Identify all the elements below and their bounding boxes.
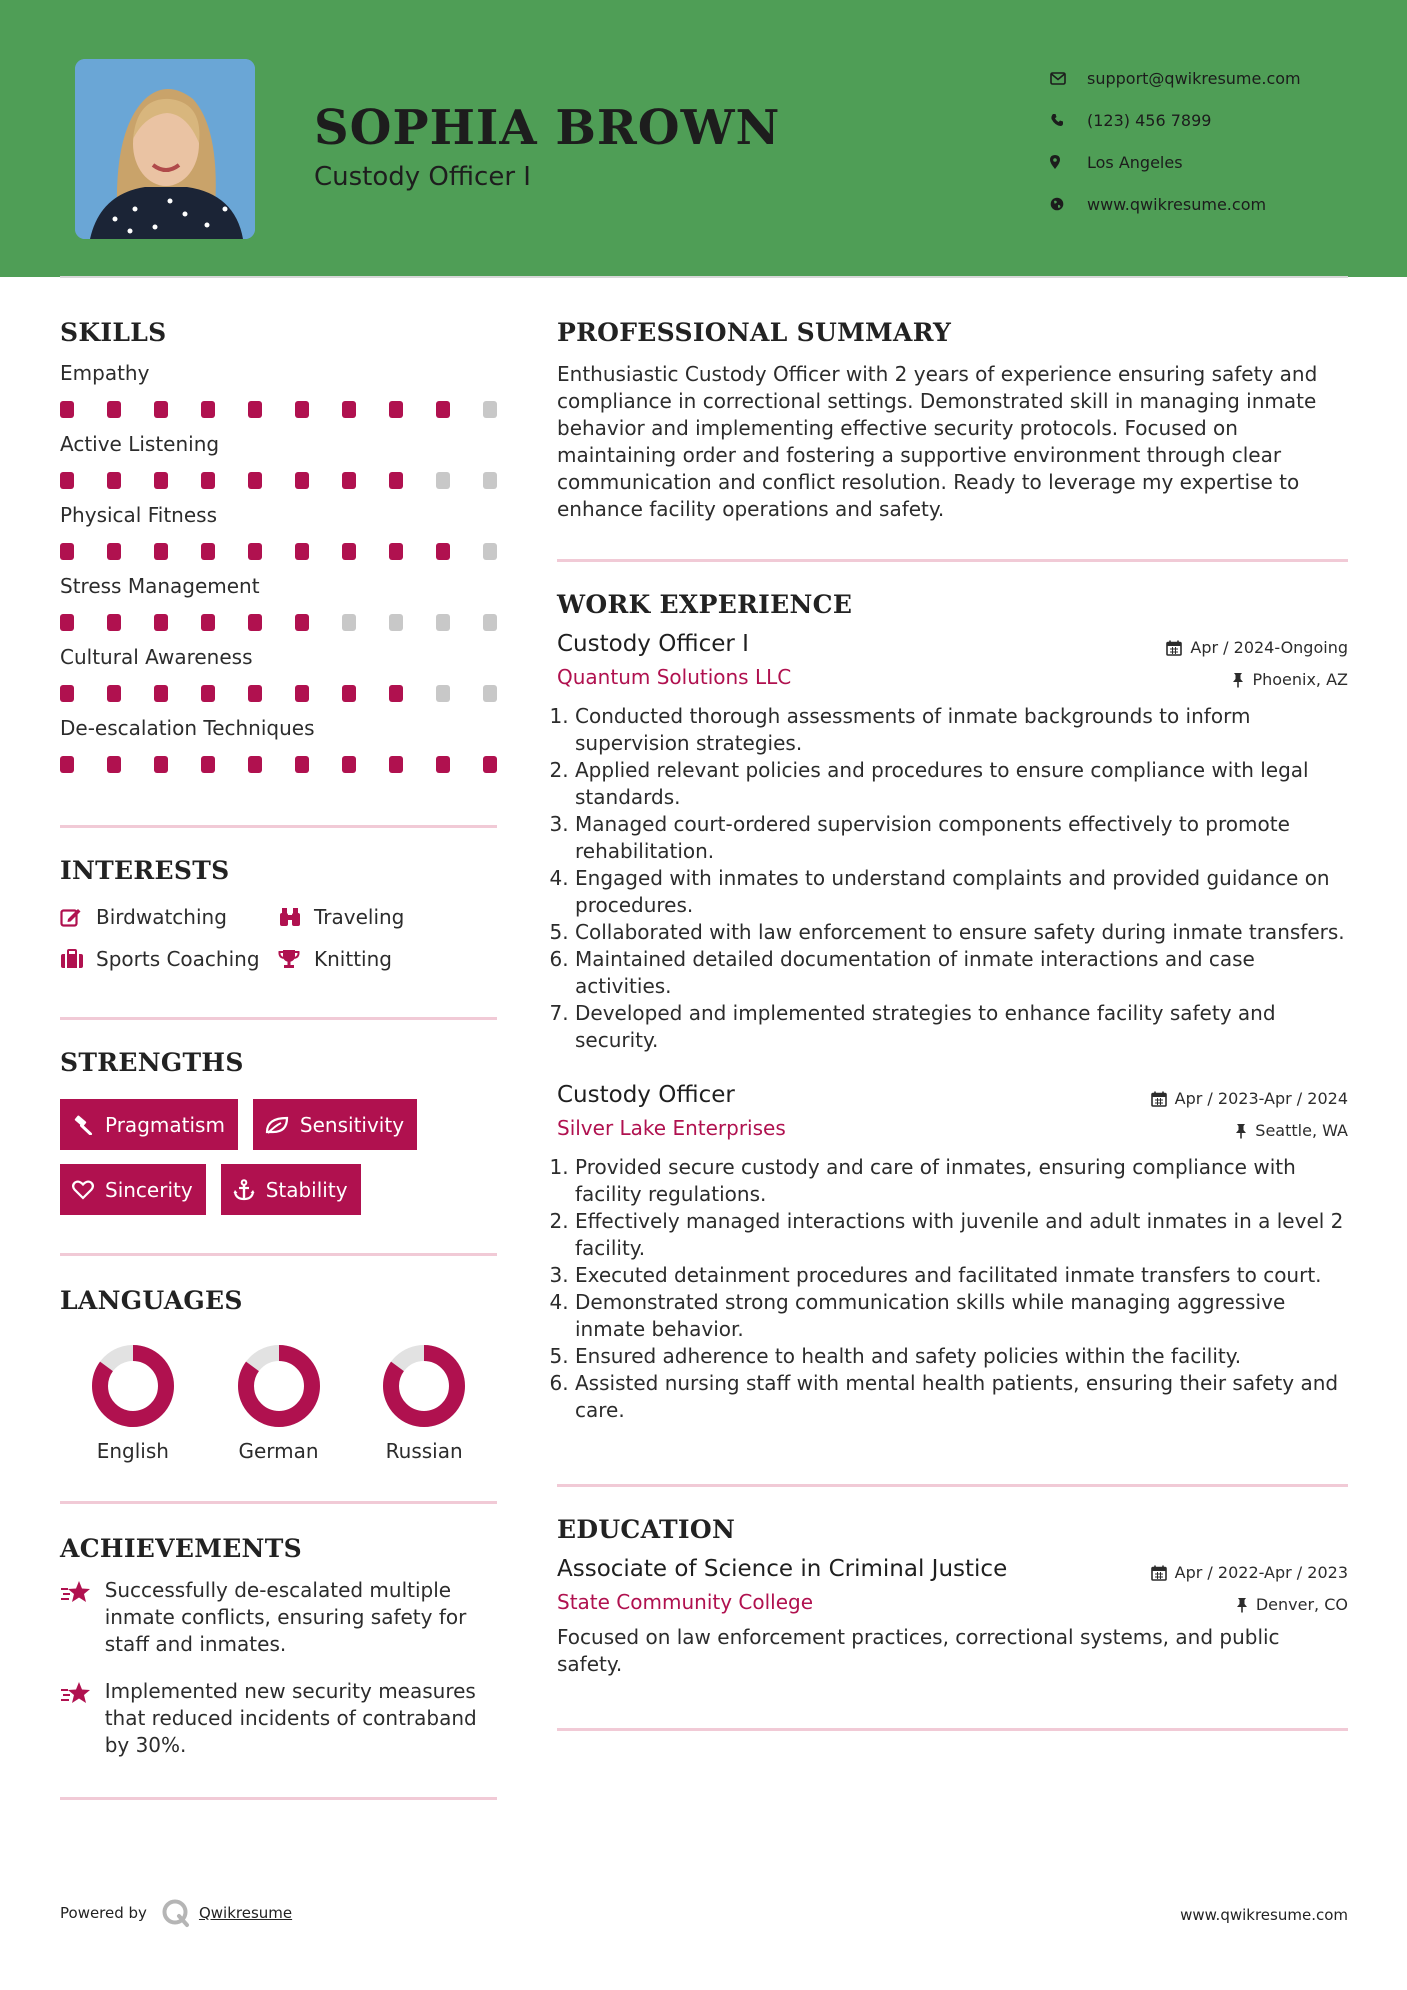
job-header <box>557 1082 1348 1108</box>
skill-rating <box>60 614 497 631</box>
interest-label: Sports Coaching <box>96 947 260 971</box>
skill-dot <box>342 401 356 418</box>
job-bullet: 2. Applied relevant policies and procedures to ensure compliance with legal standards. <box>575 757 1348 811</box>
skill-dot <box>107 401 121 418</box>
leaf-icon <box>265 1116 289 1134</box>
interest-item <box>278 947 478 971</box>
section-divider <box>557 1728 1348 1731</box>
job-location <box>1235 1121 1348 1140</box>
skill-dot <box>60 756 74 773</box>
education-location <box>1236 1595 1348 1614</box>
skill-dot <box>295 401 309 418</box>
job-title: Custody Officer I <box>557 631 749 657</box>
skills-heading: SKILLS <box>60 318 167 347</box>
skill-dot <box>389 756 403 773</box>
contact-phone-text: (123) 456 7899 <box>1087 110 1212 130</box>
contact-website-text: www.qwikresume.com <box>1087 194 1267 214</box>
star-icon <box>60 1678 105 1759</box>
language-label: German <box>238 1439 319 1463</box>
skill-name: Cultural Awareness <box>60 645 253 669</box>
language-item <box>60 1343 206 1463</box>
job-bullet: 5. Ensured adherence to health and safety policies within the facility. <box>575 1343 1348 1370</box>
education-dates <box>1151 1563 1348 1582</box>
job-entry <box>557 631 1348 1054</box>
skill-dot <box>436 756 450 773</box>
language-item <box>206 1343 352 1463</box>
skill-dot <box>201 472 215 489</box>
skill-dot <box>389 543 403 560</box>
skills-list <box>60 361 497 773</box>
powered-by-text: Powered by <box>60 1904 147 1922</box>
skill-dot <box>107 756 121 773</box>
skills-section <box>60 318 497 773</box>
skill-dot <box>483 543 497 560</box>
skill-dot <box>436 543 450 560</box>
globe-icon <box>1050 197 1087 211</box>
section-divider <box>60 1797 497 1800</box>
skill-name: Empathy <box>60 361 150 385</box>
skill-dot <box>60 401 74 418</box>
skill-dot <box>342 685 356 702</box>
skill-dot <box>436 401 450 418</box>
education-location-text: Denver, CO <box>1255 1595 1348 1614</box>
left-column <box>60 318 497 1800</box>
education-section <box>557 1515 1348 1678</box>
job-bullets <box>557 703 1348 1054</box>
skill-dot <box>60 685 74 702</box>
achievement-text: Successfully de-escalated multiple inmate conflicts, ensuring safety for staff and inmates. <box>104 1578 467 1656</box>
summary-heading: PROFESSIONAL SUMMARY <box>557 318 952 347</box>
skill-dot <box>154 543 168 560</box>
star-icon <box>60 1577 105 1658</box>
skill-rating <box>60 543 497 560</box>
edit-icon <box>60 907 96 927</box>
job-bullet: 4. Engaged with inmates to understand complaints and provided guidance on procedures. <box>575 865 1348 919</box>
skill-dot <box>295 685 309 702</box>
contact-website[interactable] <box>1050 183 1301 225</box>
skill-dot <box>154 685 168 702</box>
interest-item <box>278 905 478 929</box>
section-divider <box>557 1484 1348 1487</box>
skill-name: Active Listening <box>60 432 220 456</box>
company-name: Silver Lake Enterprises <box>557 1116 786 1140</box>
strength-tag <box>60 1099 238 1150</box>
skill-dot <box>342 543 356 560</box>
skill-rating <box>60 401 497 418</box>
skill-dot <box>154 401 168 418</box>
resume-header <box>0 0 1407 277</box>
skill-dot <box>483 756 497 773</box>
skill-dot <box>342 614 356 631</box>
interests-heading: INTERESTS <box>60 856 230 885</box>
job-bullet: 1. Provided secure custody and care of inmates, ensuring compliance with facility regulations. <box>575 1154 1348 1208</box>
profile-photo <box>75 59 255 239</box>
interest-label: Birdwatching <box>96 905 227 929</box>
section-divider <box>60 1017 497 1020</box>
strength-label: Sincerity <box>105 1177 193 1202</box>
languages-section <box>60 1286 497 1463</box>
languages-list <box>60 1343 497 1463</box>
job-dates <box>1166 638 1348 657</box>
skill-dot <box>248 756 262 773</box>
skill-dot <box>295 543 309 560</box>
strength-label: Sensitivity <box>299 1112 405 1137</box>
job-bullet: 2. Effectively managed interactions with juvenile and adult inmates in a level 2 facility. <box>575 1208 1348 1262</box>
company-name: Quantum Solutions LLC <box>557 665 792 689</box>
languages-heading: LANGUAGES <box>60 1286 243 1315</box>
skill-dot <box>342 472 356 489</box>
map-marker-icon <box>1050 155 1087 169</box>
job-header <box>557 631 1348 657</box>
contact-phone[interactable] <box>1050 99 1301 141</box>
interest-label: Traveling <box>314 905 405 929</box>
skill-dot <box>389 401 403 418</box>
skill-dot <box>60 614 74 631</box>
contact-location-text: Los Angeles <box>1087 152 1183 172</box>
calendar-icon <box>1151 1091 1167 1107</box>
summary-text: Enthusiastic Custody Officer with 2 years of experience ensuring safety and compliance in correctional settings. Demonstrated skill in managing inmate behavior and implementing effective security protocols. Focused on maintaining order and fostering a supportive environment through clear communication and conflict resolution. Ready to leverage my expertise to enhance facility operations and safety. <box>557 362 1318 521</box>
job-title: Custody Officer <box>557 1082 735 1108</box>
strengths-section <box>60 1048 497 1215</box>
skill-dot <box>483 401 497 418</box>
skill-dot <box>107 685 121 702</box>
strength-label: Pragmatism <box>105 1112 225 1137</box>
job-bullet: 1. Conducted thorough assessments of inmate backgrounds to inform supervision strategies. <box>575 703 1348 757</box>
job-bullet: 3. Executed detainment procedures and facilitated inmate transfers to court. <box>575 1262 1348 1289</box>
achievements-heading: ACHIEVEMENTS <box>60 1534 302 1563</box>
qwikresume-link[interactable]: Qwikresume <box>198 1904 293 1922</box>
skill-dot <box>201 756 215 773</box>
skill-rating <box>60 756 497 773</box>
heart-icon <box>72 1180 94 1200</box>
language-label: English <box>96 1439 169 1463</box>
language-ring <box>236 1343 322 1429</box>
skill-dot <box>483 472 497 489</box>
envelope-icon <box>1050 72 1087 85</box>
skill-dot <box>154 472 168 489</box>
skill-dot <box>248 401 262 418</box>
anchor-icon <box>233 1179 255 1201</box>
education-heading: EDUCATION <box>557 1515 736 1544</box>
trophy-icon <box>278 949 314 969</box>
skill-dot <box>436 614 450 631</box>
skill-dot <box>248 614 262 631</box>
skill-dot <box>436 685 450 702</box>
phone-icon <box>1050 113 1087 127</box>
interests-section <box>60 856 497 971</box>
section-divider <box>60 825 497 828</box>
strength-tag <box>221 1164 361 1215</box>
school-name: State Community College <box>557 1590 814 1614</box>
skill-dot <box>248 543 262 560</box>
language-ring <box>381 1343 467 1429</box>
skill-dot <box>342 756 356 773</box>
job-dates-text: Apr / 2023-Apr / 2024 <box>1174 1089 1348 1108</box>
job-bullet: 6. Assisted nursing staff with mental health patients, ensuring their safety and care. <box>575 1370 1348 1424</box>
skill-dot <box>107 472 121 489</box>
skill-dot <box>483 614 497 631</box>
strength-tag <box>60 1164 206 1215</box>
education-text: Focused on law enforcement practices, correctional systems, and public safety. <box>557 1625 1280 1676</box>
section-divider <box>60 1253 497 1256</box>
achievement-item <box>60 1577 497 1658</box>
degree-title: Associate of Science in Criminal Justice <box>557 1556 1008 1582</box>
skill-dot <box>248 472 262 489</box>
suitcase-icon <box>60 949 96 969</box>
skill-dot <box>483 685 497 702</box>
candidate-name: SOPHIA BROWN <box>314 100 781 156</box>
calendar-icon <box>1166 640 1182 656</box>
job-dates <box>1151 1089 1348 1108</box>
skill-rating <box>60 685 497 702</box>
language-label: Russian <box>385 1439 463 1463</box>
job-bullet: 6. Maintained detailed documentation of inmate interactions and case activities. <box>575 946 1348 1000</box>
skill-dot <box>389 614 403 631</box>
skill-name: Stress Management <box>60 574 260 598</box>
header-divider <box>60 276 1348 278</box>
skill-dot <box>201 685 215 702</box>
summary-section <box>557 318 1348 523</box>
skill-dot <box>107 543 121 560</box>
skill-dot <box>295 614 309 631</box>
interest-item <box>60 947 278 971</box>
skill-name: Physical Fitness <box>60 503 217 527</box>
job-location-text: Seattle, WA <box>1255 1121 1348 1140</box>
job-bullet: 5. Collaborated with law enforcement to ensure safety during inmate transfers. <box>575 919 1348 946</box>
gavel-icon <box>72 1115 94 1135</box>
education-dates-text: Apr / 2022-Apr / 2023 <box>1174 1563 1348 1582</box>
skill-dot <box>107 614 121 631</box>
job-bullet: 4. Demonstrated strong communication skills while managing aggressive inmate behavior. <box>575 1289 1348 1343</box>
education-subheader <box>557 1590 1348 1614</box>
interest-label: Knitting <box>314 947 392 971</box>
right-column <box>557 318 1348 1731</box>
job-bullets <box>557 1154 1348 1424</box>
job-subheader <box>557 665 1348 689</box>
pushpin-icon <box>1232 672 1244 688</box>
skill-dot <box>154 756 168 773</box>
contact-email-text: support@qwikresume.com <box>1087 68 1301 88</box>
interests-list <box>60 905 497 971</box>
binoculars-icon <box>278 907 314 927</box>
language-ring <box>90 1343 176 1429</box>
language-item <box>351 1343 497 1463</box>
contact-location <box>1050 141 1301 183</box>
footer-website[interactable]: www.qwikresume.com <box>1180 1906 1348 1924</box>
strengths-list <box>60 1099 460 1215</box>
footer-powered-by <box>60 1898 292 1928</box>
skill-dot <box>389 685 403 702</box>
skill-dot <box>248 685 262 702</box>
achievements-section <box>60 1534 497 1759</box>
experience-heading: WORK EXPERIENCE <box>557 590 853 619</box>
calendar-icon <box>1151 1565 1167 1581</box>
section-divider <box>60 1501 497 1504</box>
job-location-text: Phoenix, AZ <box>1252 670 1348 689</box>
achievement-text: Implemented new security measures that reduced incidents of contraband by 30%. <box>104 1679 477 1757</box>
skill-dot <box>295 756 309 773</box>
skill-dot <box>60 543 74 560</box>
skill-dot <box>201 401 215 418</box>
skill-dot <box>154 614 168 631</box>
skill-dot <box>201 614 215 631</box>
skill-dot <box>389 472 403 489</box>
skill-name: De-escalation Techniques <box>60 716 315 740</box>
skill-dot <box>295 472 309 489</box>
skill-rating <box>60 472 497 489</box>
pushpin-icon <box>1236 1597 1248 1613</box>
job-entry <box>557 1082 1348 1424</box>
job-bullet: 7. Developed and implemented strategies to enhance facility safety and security. <box>575 1000 1348 1054</box>
qwikresume-logo-icon <box>161 1898 191 1928</box>
achievement-item <box>60 1678 497 1759</box>
skill-dot <box>436 472 450 489</box>
job-subheader <box>557 1116 1348 1140</box>
contact-list <box>1050 57 1301 225</box>
section-divider <box>557 559 1348 562</box>
job-bullet: 3. Managed court-ordered supervision components effectively to promote rehabilitation. <box>575 811 1348 865</box>
experience-section <box>557 590 1348 1424</box>
skill-dot <box>201 543 215 560</box>
candidate-title: Custody Officer I <box>314 162 531 192</box>
strength-tag <box>253 1099 417 1150</box>
education-header <box>557 1556 1348 1582</box>
skill-dot <box>60 472 74 489</box>
interest-item <box>60 905 278 929</box>
contact-email[interactable] <box>1050 57 1301 99</box>
job-dates-text: Apr / 2024-Ongoing <box>1190 638 1348 657</box>
job-location <box>1232 670 1348 689</box>
strength-label: Stability <box>265 1177 348 1202</box>
strengths-heading: STRENGTHS <box>60 1048 244 1077</box>
pushpin-icon <box>1235 1123 1247 1139</box>
